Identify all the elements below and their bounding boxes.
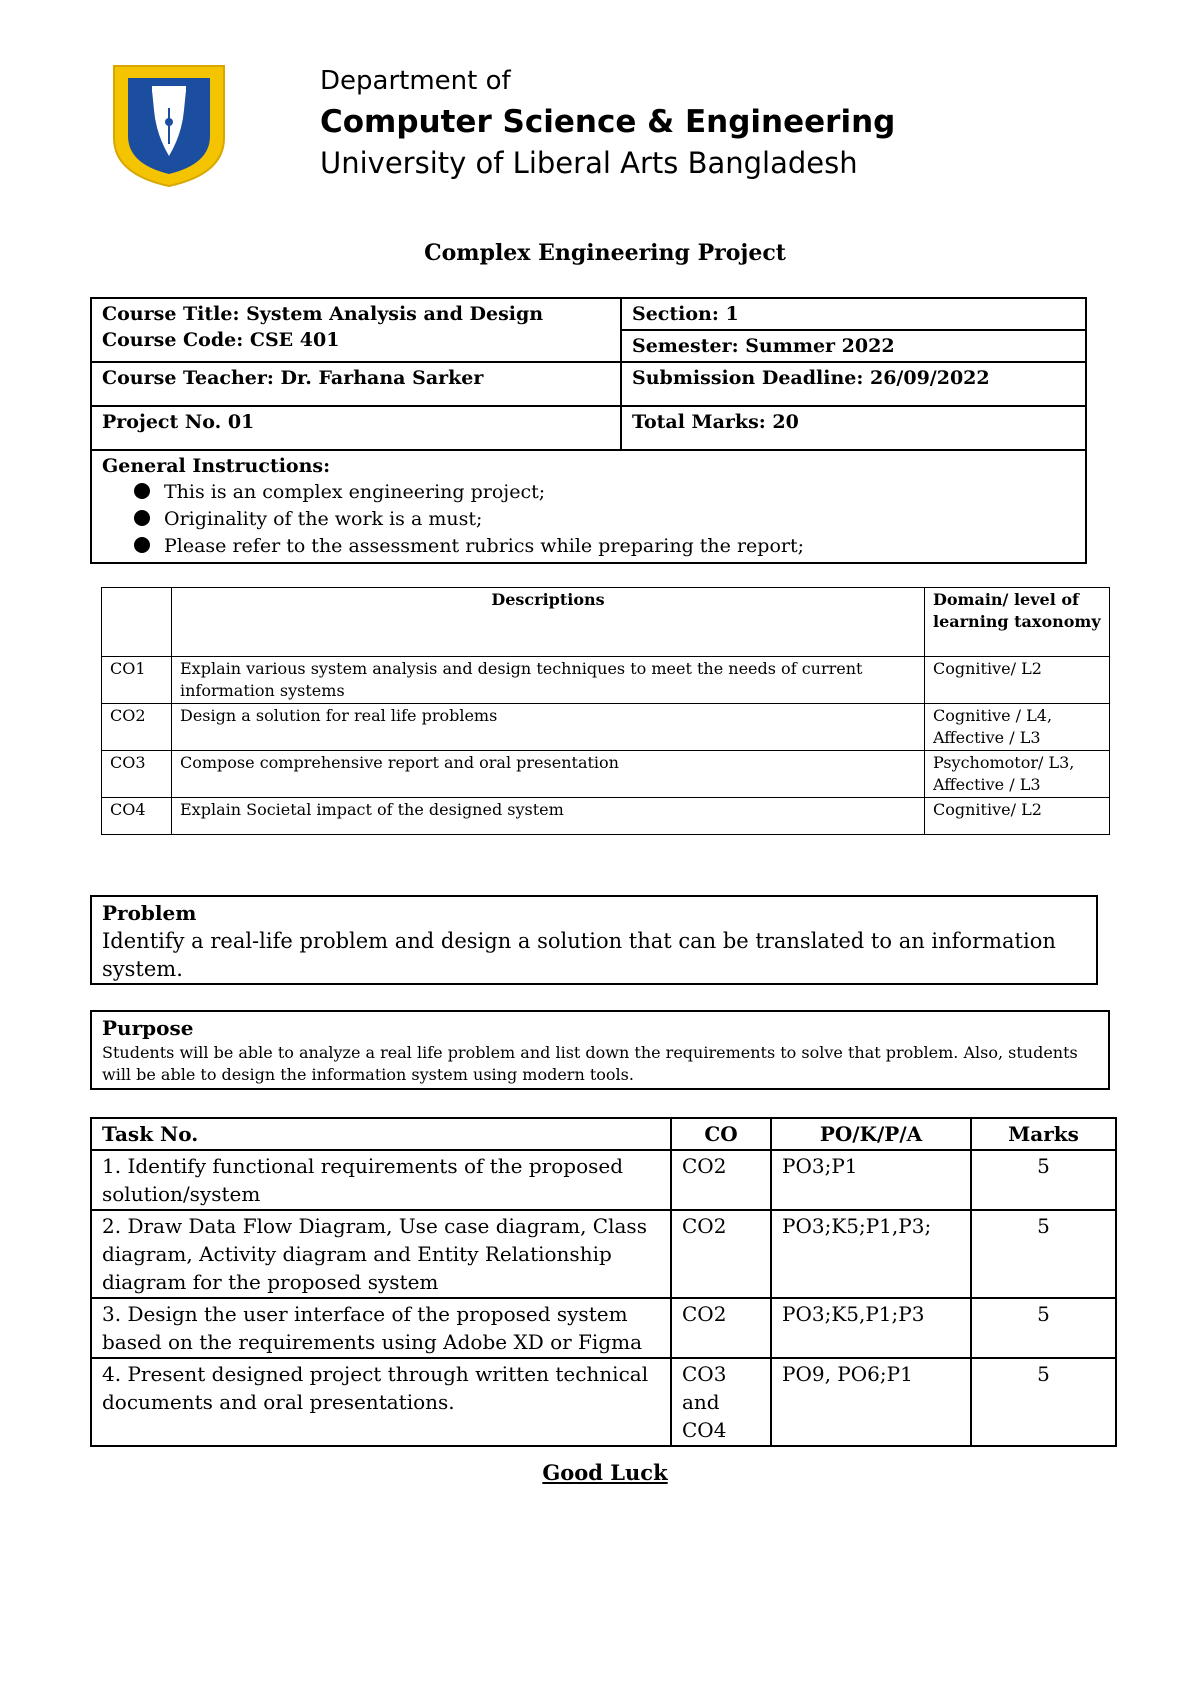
course-teacher: Course Teacher: Dr. Farhana Sarker <box>91 362 621 406</box>
task-co: CO2 <box>671 1210 771 1298</box>
table-row <box>91 1150 1116 1210</box>
university-logo <box>112 64 226 188</box>
table-row <box>102 704 1110 751</box>
task-po: PO3;K5,P1;P3 <box>771 1298 971 1358</box>
table-header-row <box>91 1118 1116 1150</box>
bullet-icon <box>134 537 150 553</box>
task-no-header: Task No. <box>91 1118 671 1150</box>
course-code: Course Code: CSE 401 <box>102 329 340 351</box>
co-header: CO <box>671 1118 771 1150</box>
university-name: University of Liberal Arts Bangladesh <box>320 146 858 180</box>
table-header-row <box>102 588 1110 657</box>
co-domain: Cognitive/ L2 <box>925 657 1110 704</box>
task-description: 4. Present designed project through written technical documents and oral presentations. <box>91 1358 671 1446</box>
task-marks: 5 <box>971 1150 1116 1210</box>
marks-header: Marks <box>971 1118 1116 1150</box>
task-table <box>90 1117 1117 1447</box>
co-description: Design a solution for real life problems <box>172 704 925 751</box>
table-row <box>91 1358 1116 1446</box>
table-row <box>102 751 1110 798</box>
general-instructions <box>91 450 1086 563</box>
task-co: CO3 and CO4 <box>671 1358 771 1446</box>
list-item: Originality of the work is a must; <box>134 506 1075 533</box>
semester: Semester: Summer 2022 <box>621 330 1086 362</box>
problem-text: Identify a real-life problem and design a solution that can be translated to an information system. <box>102 929 1056 981</box>
good-luck-footer: Good Luck <box>542 1460 668 1485</box>
co-description: Explain various system analysis and design techniques to meet the needs of current information systems <box>172 657 925 704</box>
task-description: 2. Draw Data Flow Diagram, Use case diagram, Class diagram, Activity diagram and Entity Relationship diagram for the proposed system <box>91 1210 671 1298</box>
co-domain: Psychomotor/ L3, Affective / L3 <box>925 751 1110 798</box>
task-co: CO2 <box>671 1298 771 1358</box>
university-pen-nib-shield-icon <box>112 64 226 188</box>
table-row <box>102 657 1110 704</box>
task-po: PO3;K5;P1,P3; <box>771 1210 971 1298</box>
task-marks: 5 <box>971 1298 1116 1358</box>
co-domain: Cognitive / L4, Affective / L3 <box>925 704 1110 751</box>
instructions-title: General Instructions: <box>102 455 331 477</box>
co-description: Compose comprehensive report and oral presentation <box>172 751 925 798</box>
co-description: Explain Societal impact of the designed system <box>172 798 925 835</box>
department-name: Computer Science & Engineering <box>320 104 896 140</box>
task-marks: 5 <box>971 1210 1116 1298</box>
problem-box <box>90 895 1098 985</box>
instructions-list <box>102 479 1075 560</box>
task-co: CO2 <box>671 1150 771 1210</box>
domain-header: Domain/ level of learning taxonomy <box>925 588 1110 657</box>
document-title: Complex Engineering Project <box>424 240 786 266</box>
submission-deadline: Submission Deadline: 26/09/2022 <box>621 362 1086 406</box>
co-id: CO1 <box>102 657 172 704</box>
department-label: Department of <box>320 66 511 96</box>
course-info-table <box>90 297 1087 564</box>
task-description: 1. Identify functional requirements of the proposed solution/system <box>91 1150 671 1210</box>
list-item: This is an complex engineering project; <box>134 479 1075 506</box>
purpose-box <box>90 1010 1110 1090</box>
co-domain: Cognitive/ L2 <box>925 798 1110 835</box>
po-header: PO/K/P/A <box>771 1118 971 1150</box>
problem-heading: Problem <box>102 901 197 925</box>
task-po: PO3;P1 <box>771 1150 971 1210</box>
bullet-icon <box>134 483 150 499</box>
list-item: Please refer to the assessment rubrics while preparing the report; <box>134 533 1075 560</box>
course-title: Course Title: System Analysis and Design <box>102 303 544 325</box>
descriptions-header: Descriptions <box>172 588 925 657</box>
project-number: Project No. 01 <box>91 406 621 450</box>
task-description: 3. Design the user interface of the proposed system based on the requirements using Adobe XD or Figma <box>91 1298 671 1358</box>
co-id: CO3 <box>102 751 172 798</box>
purpose-text: Students will be able to analyze a real life problem and list down the requirements to solve that problem. Also, students will be able to design the information system using modern tools. <box>102 1043 1078 1084</box>
course-title-code-cell <box>91 298 621 362</box>
purpose-heading: Purpose <box>102 1016 194 1040</box>
bullet-icon <box>134 510 150 526</box>
total-marks: Total Marks: 20 <box>621 406 1086 450</box>
table-row <box>102 798 1110 835</box>
course-outcome-table <box>101 587 1110 835</box>
co-header-empty <box>102 588 172 657</box>
section: Section: 1 <box>621 298 1086 330</box>
co-id: CO4 <box>102 798 172 835</box>
table-row <box>91 1210 1116 1298</box>
task-marks: 5 <box>971 1358 1116 1446</box>
table-row <box>91 1298 1116 1358</box>
task-po: PO9, PO6;P1 <box>771 1358 971 1446</box>
co-id: CO2 <box>102 704 172 751</box>
